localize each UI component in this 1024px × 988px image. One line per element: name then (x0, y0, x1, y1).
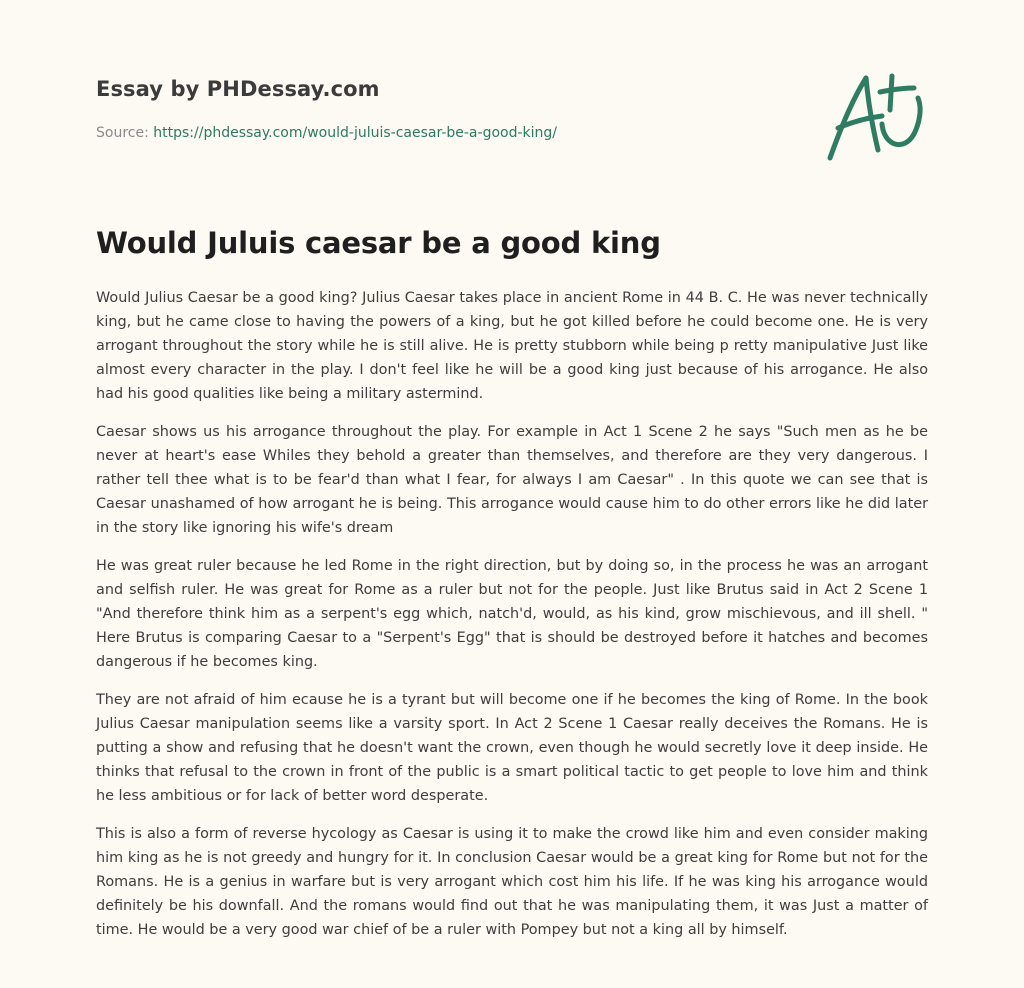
source-line (96, 125, 557, 141)
source-label: Source: (96, 125, 154, 141)
essay-paragraph: This is also a form of reverse hycology as Caesar is using it to make the crowd like him and even consider making him king as he is not greedy and hungry for it. In conclusion Caesar would be a great king for Rome but not for the Romans. He is a genius in warfare but is very arrogant which cost him his life. If he was king his arrogance would definitely be his downfall. And the romans would find out that he was manipulating them, it was Just a matter of time. He would be a very good war chief of be a ruler with Pompey but not a king all by himself. (96, 826, 928, 938)
essay-body (96, 286, 928, 956)
page-header (96, 77, 928, 141)
site-title: Essay by PHDessay.com (96, 77, 380, 101)
essay-paragraph: He was great ruler because he led Rome in the right direction, but by doing so, in the process he was an arrogant and selfish ruler. He was great for Rome as a ruler but not for the people. Just like Brutus said in Act 2 Scene 1 "And therefore think him as a serpent's egg which, natch'd, would, as his kind, grow mischievous, and ill shell. " Here Brutus is comparing Caesar to a "Serpent's Egg" that is should be destroyed before it hatches and becomes dangerous if he becomes king. (96, 558, 928, 670)
a-plus-grade-icon (826, 70, 926, 162)
essay-title: Would Juluis caesar be a good king (96, 226, 661, 260)
source-link[interactable]: https://phdessay.com/would-juluis-caesar-be-a-good-king/ (153, 125, 557, 141)
essay-paragraph: Caesar shows us his arrogance throughout the play. For example in Act 1 Scene 2 he says "Such men as he be never at heart's ease Whiles they behold a greater than themselves, and therefore are they very dangerous. I rather tell thee what is to be fear'd than what I fear, for always I am Caesar" . In this quote we can see that is Caesar unashamed of how arrogant he is being. This arrogance would cause him to do other errors like he did later in the story like ignoring his wife's dream (96, 424, 928, 536)
essay-paragraph: Would Julius Caesar be a good king? Julius Caesar takes place in ancient Rome in 44 B. C. He was never technically king, but he came close to having the powers of a king, but he got killed before he could become one. He is very arrogant throughout the story while he is still alive. He is pretty stubborn while being p retty manipulative Just like almost every character in the play. I don't feel like he will be a good king just because of his arrogance. He also had his good qualities like being a military astermind. (96, 290, 928, 402)
essay-paragraph: They are not afraid of him ecause he is a tyrant but will become one if he becomes the king of Rome. In the book Julius Caesar manipulation seems like a varsity sport. In Act 2 Scene 1 Caesar really deceives the Romans. He is putting a show and refusing that he doesn't want the crown, even though he would secretly love it deep inside. He thinks that refusal to the crown in front of the public is a smart political tactic to get people to love him and think he less ambitious or for lack of better word desperate. (96, 692, 928, 804)
